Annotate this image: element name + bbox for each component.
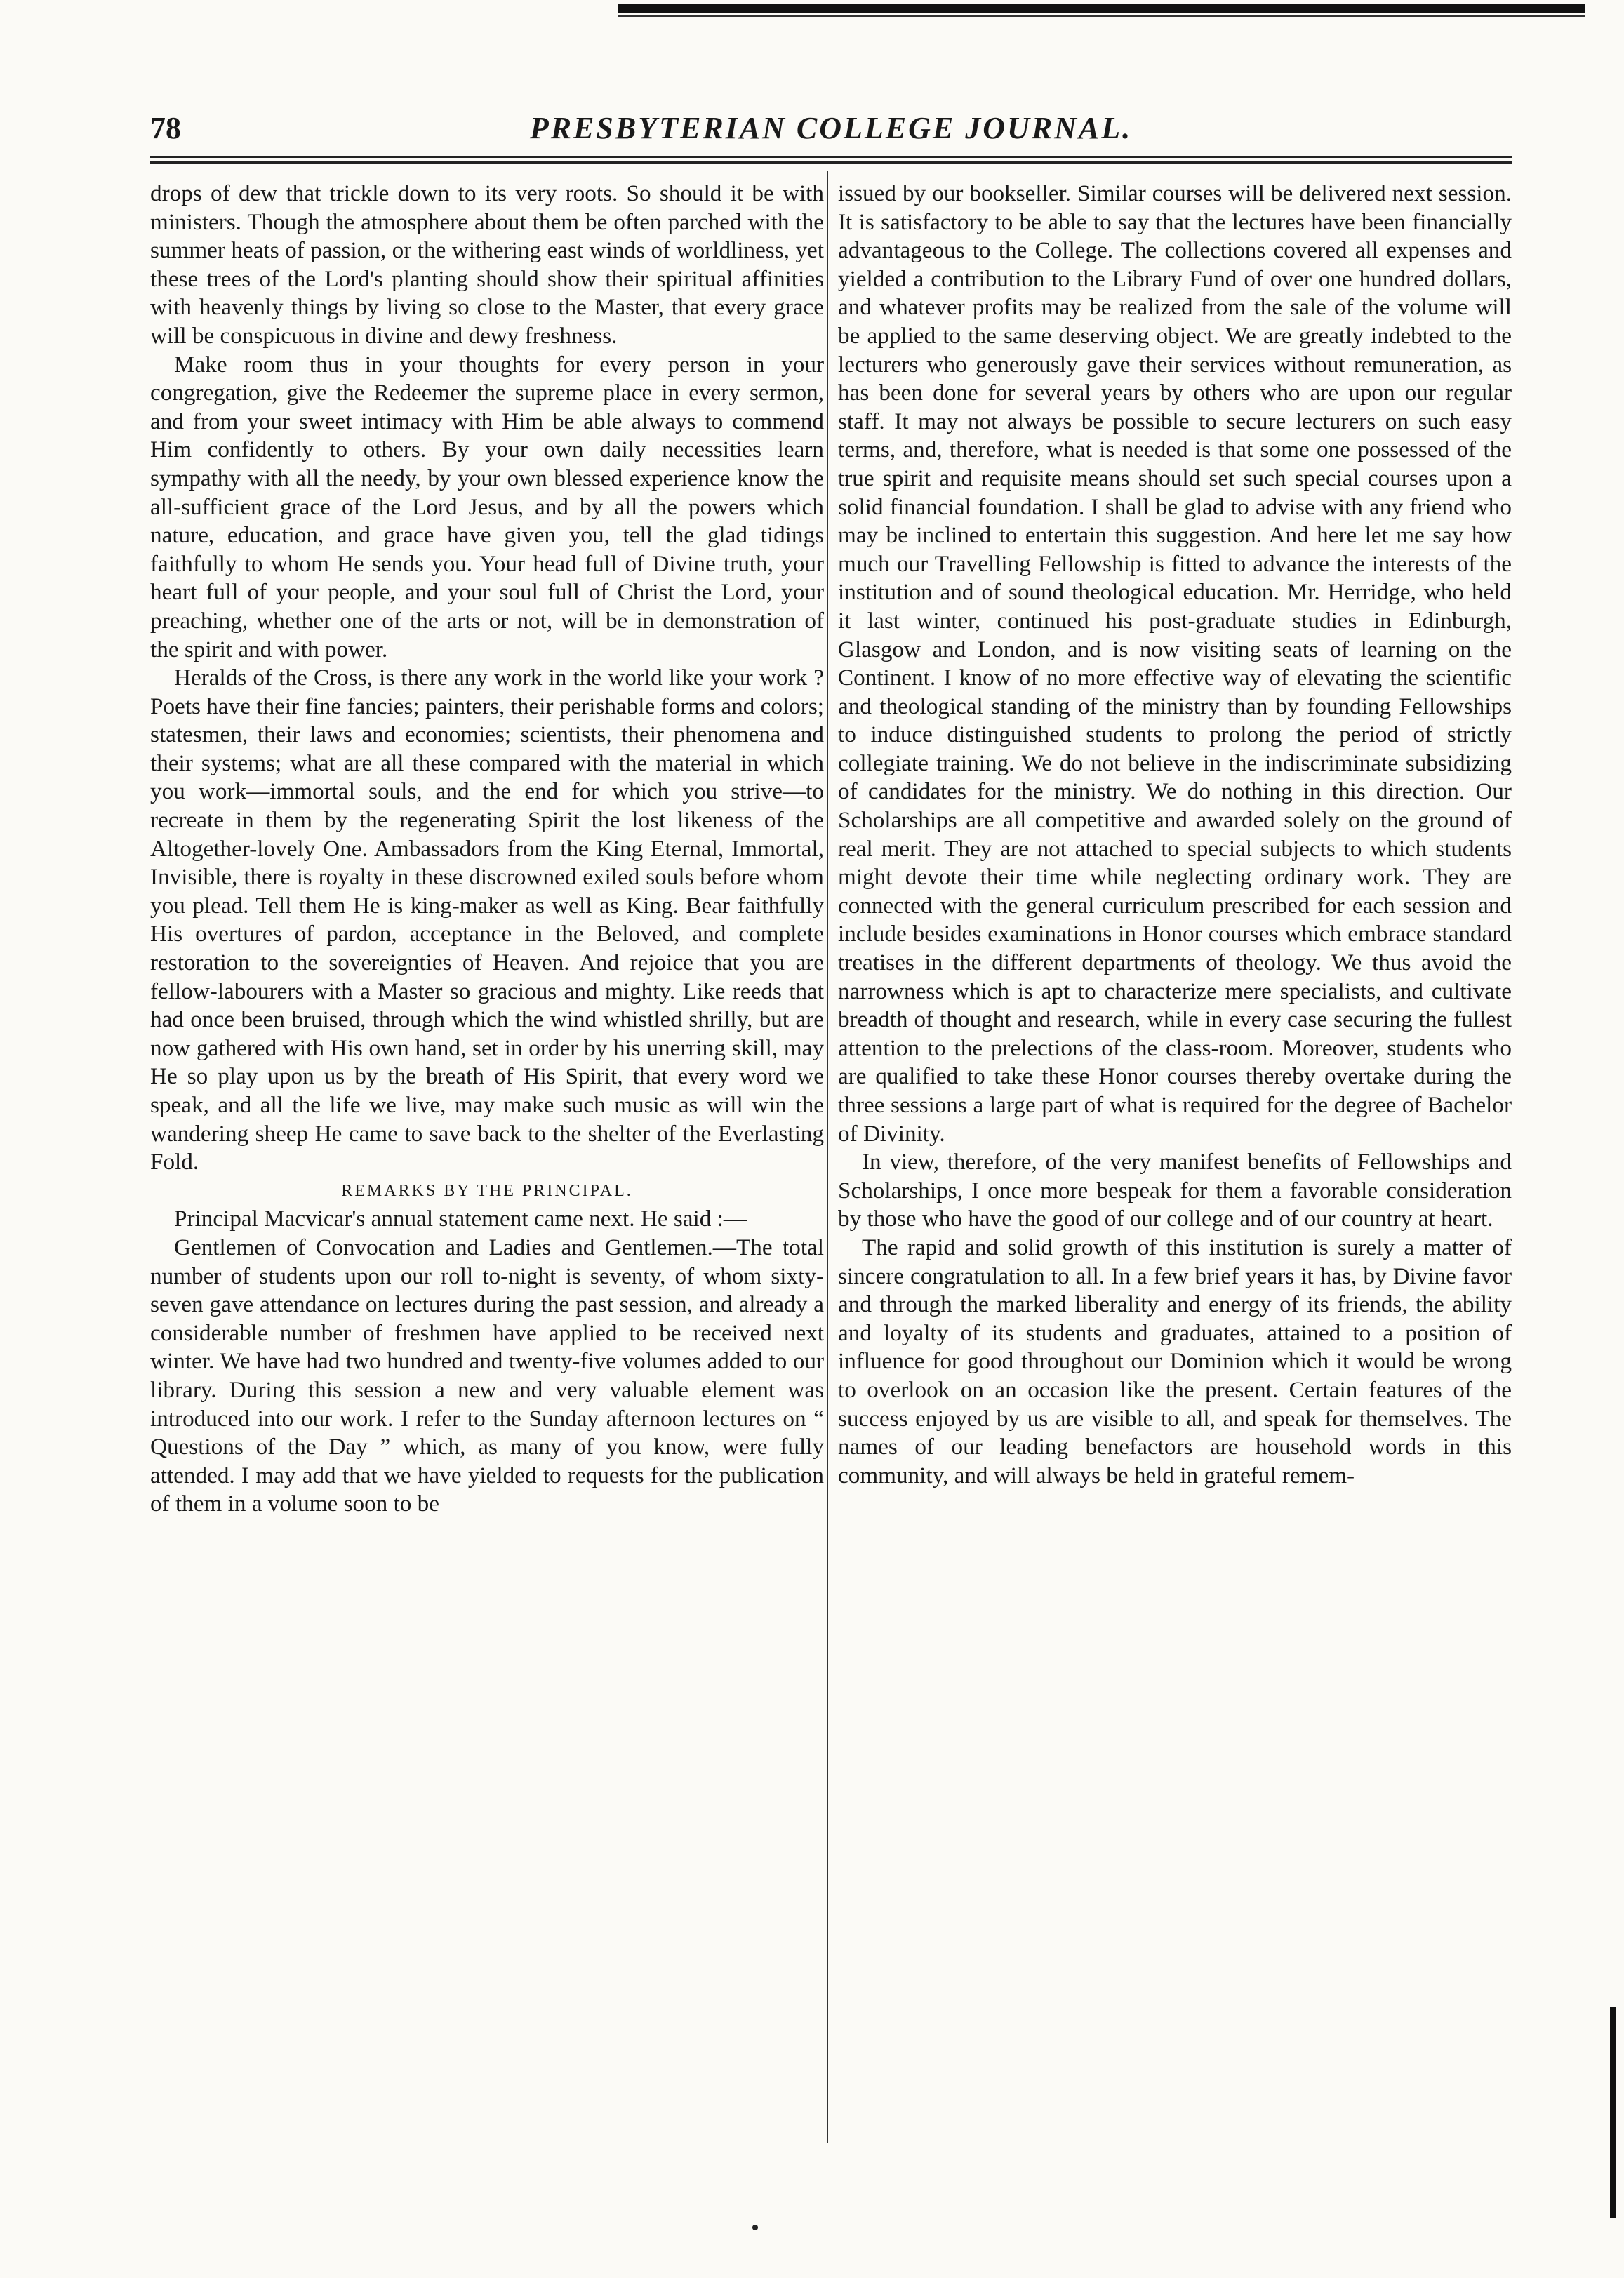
right-paragraph-3: The rapid and solid growth of this institution is surely a matter of sincere congratulation to all. In a few brief years it has, by Divine favor and through the marked liberality and energy of its friends, the ability and loyalty of its students and graduates, attained to a position of influence for good throughout our Dominion which it would be wrong to overlook on an occasion like the present. Certain features of the success enjoyed by us are visible to all, and speak for themselves. The names of our leading benefactors are household words in this community, and will always be held in grateful remem- xyxy=(838,1234,1512,1488)
section-heading: REMARKS BY THE PRINCIPAL. xyxy=(341,1181,633,1200)
left-column xyxy=(150,180,824,1519)
left-paragraph-4: Principal Macvicar's annual statement came next. He said :— xyxy=(174,1206,747,1232)
page-header xyxy=(150,107,1512,150)
edge-scan-mark xyxy=(1610,2007,1616,2218)
header-rule-top xyxy=(150,156,1512,158)
right-column xyxy=(838,180,1512,1490)
page-number: 78 xyxy=(150,111,181,145)
left-paragraph-5: Gentlemen of Convocation and Ladies and Gentlemen.—The total number of students upon our roll to-night is seventy, of whom sixty-seven gave attendance on lectures during the past session, and already a considerable number of freshmen have applied to be received next winter. We have had two hundred and twenty-five volumes added to our library. During this session a new and very valuable element was introduced into our work. I refer to the Sunday afternoon lectures on “ Questions of the Day ” which, as many of you know, were fully attended. I may add that we have yielded to requests for the publication of them in a volume soon to be xyxy=(150,1234,824,1517)
right-paragraph-1: issued by our bookseller. Similar courses will be delivered next session. It is satisfactory to be able to say that the lectures have been financially advantageous to the College. The collections covered all expenses and yielded a contribution to the Library Fund of over one hundred dollars, and whatever profits may be realized from the sale of the volume will be applied to the same deserving object. We are greatly indebted to the lecturers who generously gave their services without remuneration, as has been done for several years by others who are upon our regular staff. It may not always be possible to secure lecturers on such easy terms, and, therefore, what is needed is that some one possessed of the true spirit and requisite means should set such special courses upon a solid financial foundation. I shall be glad to advise with any friend who may be inclined to entertain this suggestion. And here let me say how much our Travelling Fellowship is fitted to advance the interests of the institution and of sound theological education. Mr. Herridge, who held it last winter, continued his post-graduate studies in Edinburgh, Glasgow and London, and is now visiting seats of learning on the Continent. I know of no more effective way of elevating the scientific and theological standing of the ministry than by founding Fellowships to induce distinguished students to prolong the period of strictly collegiate training. We do not believe in the indiscriminate subsidizing of candidates for the ministry. We do nothing in this direction. Our Scholarships are all competitive and awarded solely on the ground of real merit. They are not attached to special subjects to which students might devote their time while neglecting ordinary work. They are connected with the general curriculum prescribed for each session and include besides examinations in Honor courses which embrace standard treatises in the different departments of theology. We thus avoid the narrowness which is apt to characterize mere specialists, and cultivate breadth of thought and research, while in every case securing the fullest attention to the prelections of the class-room. Moreover, students who are qualified to take these Honor courses thereby overtake during the three sessions a large part of what is required for the degree of Bachelor of Divinity. xyxy=(838,180,1512,1147)
top-border-thin-rule xyxy=(618,15,1585,17)
left-paragraph-2: Make room thus in your thoughts for every person in your congregation, give the Redeemer the supreme place in every sermon, and from your sweet intimacy with Him be able always to commend Him confidently to others. By your own daily necessities learn sympathy with all the needy, by your own blessed experience know the all-sufficient grace of the Lord Jesus, and by all the powers which nature, education, and grace have given you, tell the glad tidings faithfully to whom He sends you. Your head full of Divine truth, your heart full of your people, and your soul full of Christ the Lord, your preaching, whether one of the arts or not, will be in demonstration of the spirit and with power. xyxy=(150,351,824,662)
top-border-rule xyxy=(618,4,1585,13)
right-paragraph-2: In view, therefore, of the very manifest benefits of Fellowships and Scholarships, I once more bespeak for them a favorable consideration by those who have the good of our college and of our country at heart. xyxy=(838,1149,1512,1232)
left-paragraph-3: Heralds of the Cross, is there any work in the world like your work ? Poets have their fine fancies; painters, their perishable forms and colors; statesmen, their laws and economies; scientists, their phenomena and their systems; what are all these compared with the material in which you work—immortal souls, and the end for which you strive—to recreate in them by the regenerating Spirit the lost likeness of the Altogether-lovely One. Ambassadors from the King Eternal, Immortal, Invisible, there is royalty in these discrowned exiled souls before whom you plead. Tell them He is king-maker as well as King. Bear faithfully His overtures of pardon, acceptance in the Beloved, and complete restoration to the sovereignties of Heaven. And rejoice that you are fellow-labourers with a Master so gracious and mighty. Like reeds that had once been bruised, through which the wind whistled shrilly, but are now gathered with His own hand, set in order by his unerring skill, may He so play upon us by the breath of His Spirit, that every word we speak, and all the life we live, may make such music as will win the wandering sheep He came to save back to the shelter of the Everlasting Fold. xyxy=(150,665,824,1175)
journal-title: PRESBYTERIAN COLLEGE JOURNAL. xyxy=(529,111,1133,145)
left-paragraph-1: drops of dew that trickle down to its very roots. So should it be with ministers. Though the atmosphere about them be often parched with the summer heats of passion, or the withering east winds of worldliness, yet these trees of the Lord's planting should show their spiritual affinities with heavenly things by living so close to the Master, that every grace will be conspicuous in divine and dewy freshness. xyxy=(150,180,824,349)
bottom-dot-mark xyxy=(752,2225,758,2230)
header-rule-bottom xyxy=(150,161,1512,164)
column-divider xyxy=(827,171,828,2143)
